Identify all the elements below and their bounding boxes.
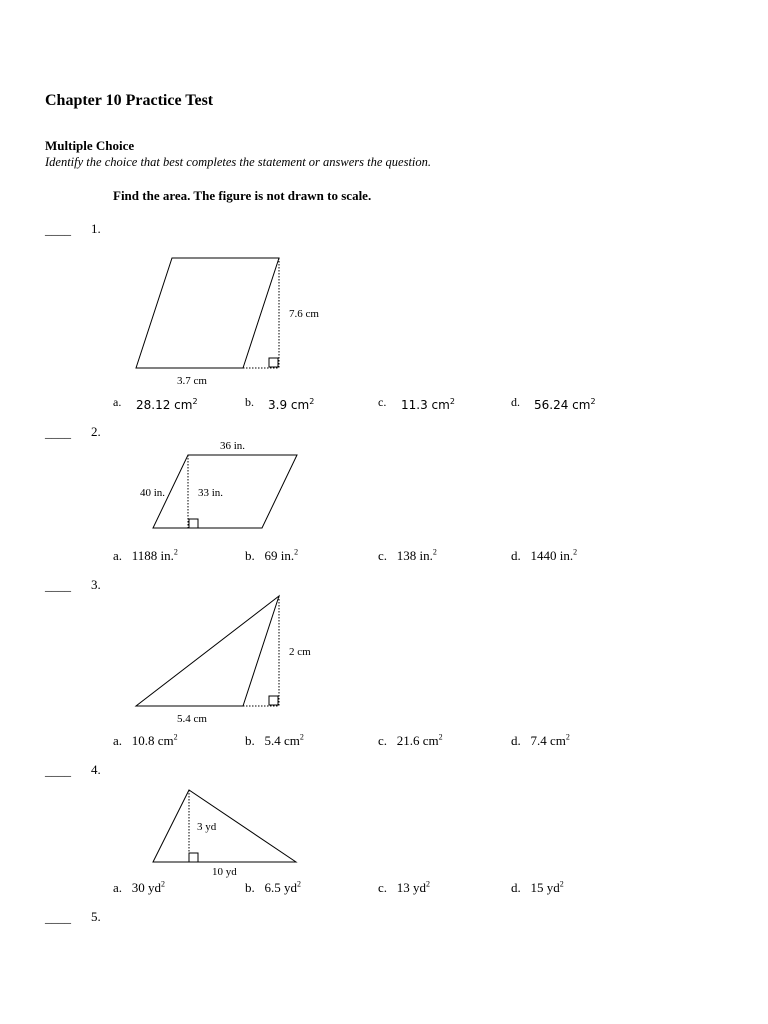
directions: Find the area. The figure is not drawn to scale.	[113, 188, 372, 203]
figure-triangle-3	[136, 596, 311, 725]
figure-label: 36 in.	[220, 440, 246, 452]
choice-4d[interactable]: d. 15 $yd^2$	[511, 879, 564, 895]
choice-2b[interactable]: b. 69 in.$^2$	[245, 547, 299, 563]
answer-blank-5[interactable]: ____	[45, 910, 71, 925]
answer-blank-4[interactable]: ____	[45, 763, 71, 778]
choice-2d[interactable]: d. 1440 in.$^2$	[511, 547, 578, 563]
figure-label: 10 yd	[212, 866, 237, 878]
figure-label: 3.7 cm	[177, 375, 207, 387]
figure-label: 5.4 cm	[177, 713, 207, 725]
answer-blank-1[interactable]: ____	[45, 222, 71, 237]
figure-triangle-4	[153, 790, 296, 878]
question-number-1: 1.	[91, 221, 101, 236]
question-number-4: 4.	[91, 762, 101, 777]
figure-label: 2 cm	[289, 646, 311, 658]
question-number-5: 5.	[91, 909, 101, 924]
choice-3c[interactable]: c. 21.6 $cm^2$	[378, 732, 443, 748]
figure-label: 33 in.	[198, 487, 224, 499]
figure-label: 7.6 cm	[289, 308, 319, 320]
choice-2c[interactable]: c. 138 in.$^2$	[378, 547, 437, 563]
section-heading: Multiple Choice	[45, 138, 135, 153]
choice-1d[interactable]: 56.24 $cm^2$	[534, 397, 596, 412]
answer-blank-3[interactable]: ____	[45, 578, 71, 593]
choice-3b[interactable]: b. 5.4 $cm^2$	[245, 732, 304, 748]
choice-3a[interactable]: a. 10.8 $cm^2$	[113, 732, 178, 748]
figure-parallelogram-2	[140, 440, 297, 528]
choice-letter: b.	[245, 395, 254, 409]
answer-blank-2[interactable]: ____	[45, 425, 71, 440]
question-number-3: 3.	[91, 577, 101, 592]
choice-1a[interactable]: 28.12 $cm^2$	[136, 397, 198, 412]
choice-4a[interactable]: a. 30 $yd^2$	[113, 879, 166, 895]
choice-letter: d.	[511, 395, 520, 409]
choice-letter: c.	[378, 395, 387, 409]
figure-label: 3 yd	[197, 821, 217, 833]
choice-1c[interactable]: 11.3 $cm^2$	[401, 397, 455, 412]
choice-3d[interactable]: d. 7.4 $cm^2$	[511, 732, 570, 748]
choice-4b[interactable]: b. 6.5 $yd^2$	[245, 879, 301, 895]
question-number-2: 2.	[91, 424, 101, 439]
instructions: Identify the choice that best completes the statement or answers the question.	[45, 155, 432, 169]
choice-2a[interactable]: a. 1188 in.$^2$	[113, 547, 178, 563]
choice-1b[interactable]: 3.9 $cm^2$	[268, 397, 315, 412]
choice-letter: a.	[113, 395, 122, 409]
figure-parallelogram-1	[136, 258, 319, 387]
choice-4c[interactable]: c. 13 $yd^2$	[378, 879, 431, 895]
page-title: Chapter 10 Practice Test	[45, 92, 214, 109]
figure-label: 40 in.	[140, 487, 166, 499]
